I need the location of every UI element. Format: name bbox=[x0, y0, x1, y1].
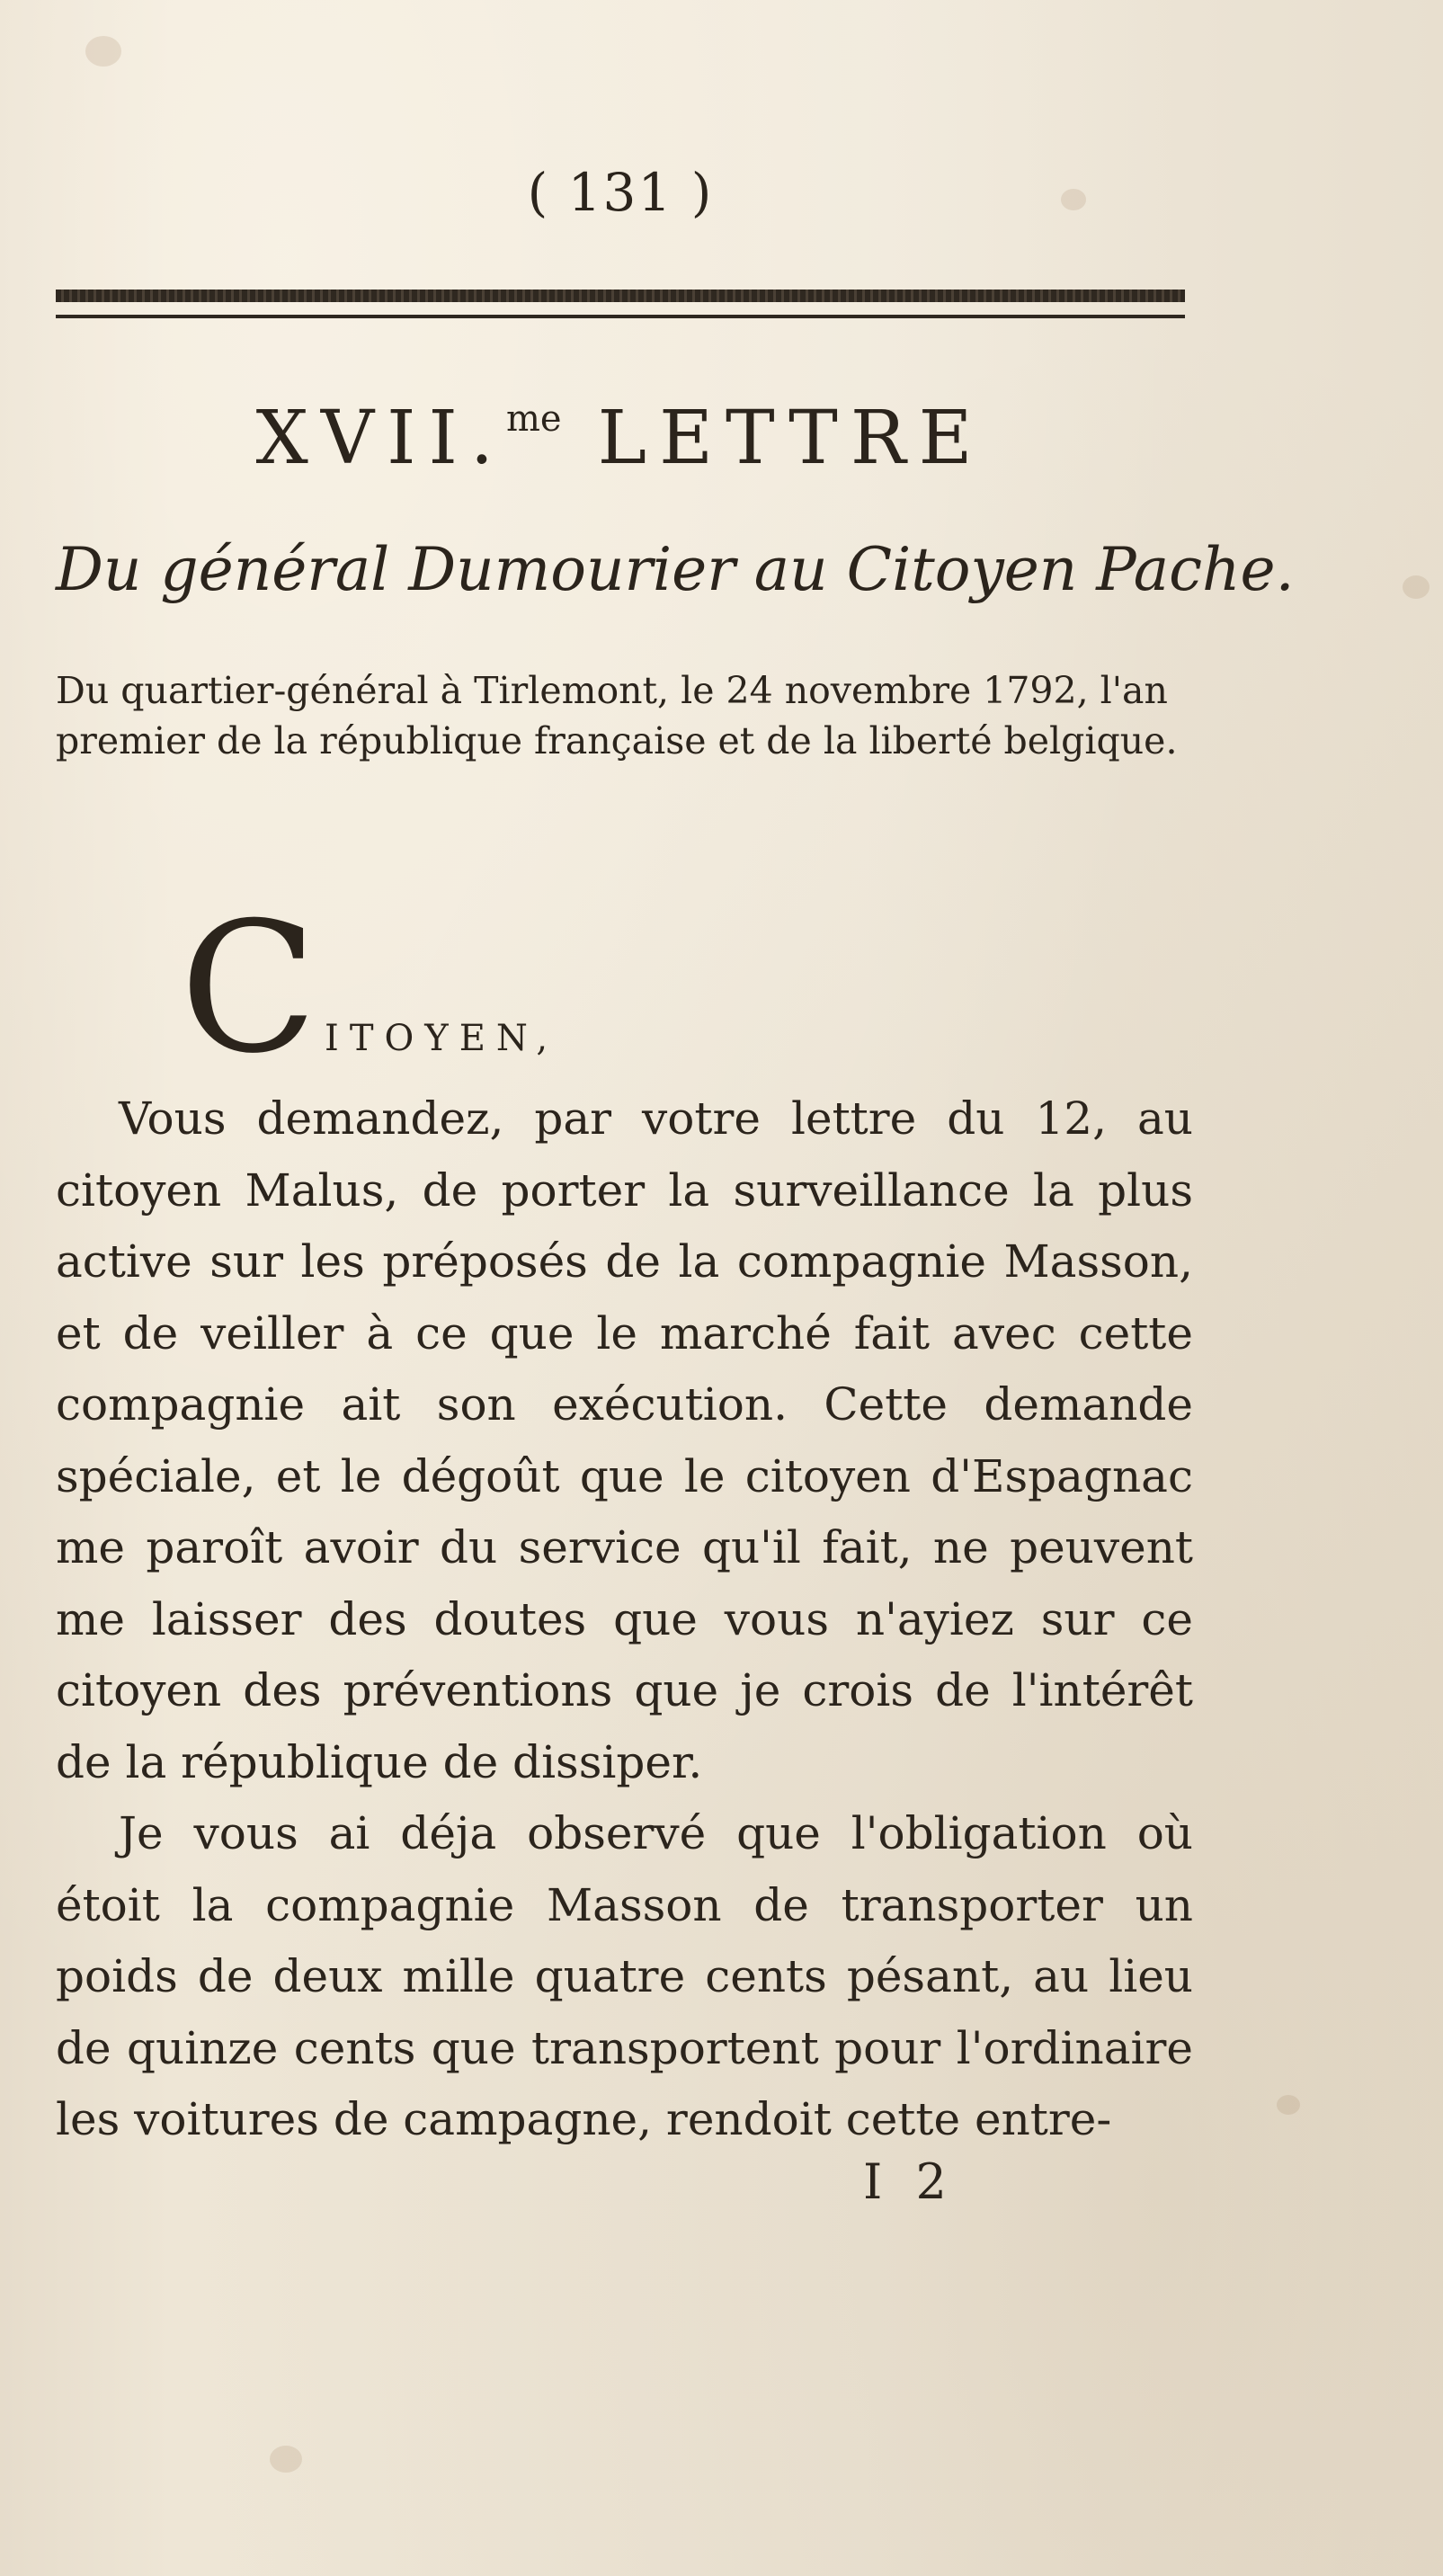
page-number: ( 131 ) bbox=[527, 162, 714, 223]
letter-title-ordinal: me bbox=[505, 398, 562, 440]
foxing-spot bbox=[1403, 575, 1430, 599]
body-paragraph: Vous demandez, par votre lettre du 12, au citoyen Malus, de porter la surveillance la plus active sur les préposés de la compagnie Masson, et de veiller à ce que le marché fait avec cette compagnie ait son exécution. Cette demande spéciale, et le dégoût que le citoyen d'Espagnac me paroît avoir du service qu'il fait, ne peuvent me laisser des doutes que vous n'ayiez sur ce citoyen des préventions que je crois de l'intérêt de la république de dissiper. bbox=[56, 1092, 1193, 1788]
foxing-spot bbox=[270, 2446, 302, 2473]
letter-dateline: Du quartier-général à Tirlemont, le 24 novembre 1792, l'an premier de la république française et de la liberté belgique. bbox=[56, 669, 1178, 762]
body-paragraph: Je vous ai déja observé que l'obligation où étoit la compagnie Masson de transporter un poids de deux mille quatre cents pésant, au lieu de quinze cents que transportent pour l'ordinaire les voitures de campagne, rendoit cette entre- bbox=[56, 1807, 1193, 2145]
foxing-spot bbox=[1277, 2095, 1300, 2115]
letter-subtitle: Du général Dumourier au Citoyen Pache. bbox=[56, 535, 1295, 604]
header-thin-rule bbox=[56, 315, 1185, 318]
salutation bbox=[180, 884, 559, 1093]
foxing-spot bbox=[85, 36, 121, 67]
letter-title bbox=[0, 396, 1241, 481]
signature-mark: I 2 bbox=[863, 2153, 956, 2210]
salutation-text: ITOYEN, bbox=[325, 1018, 559, 1059]
header-ornamental-rule bbox=[56, 290, 1185, 302]
letter-title-numeral: XVII. bbox=[255, 396, 506, 481]
salutation-drop-cap: C bbox=[180, 884, 318, 1093]
letter-title-word: LETTRE bbox=[561, 396, 985, 481]
